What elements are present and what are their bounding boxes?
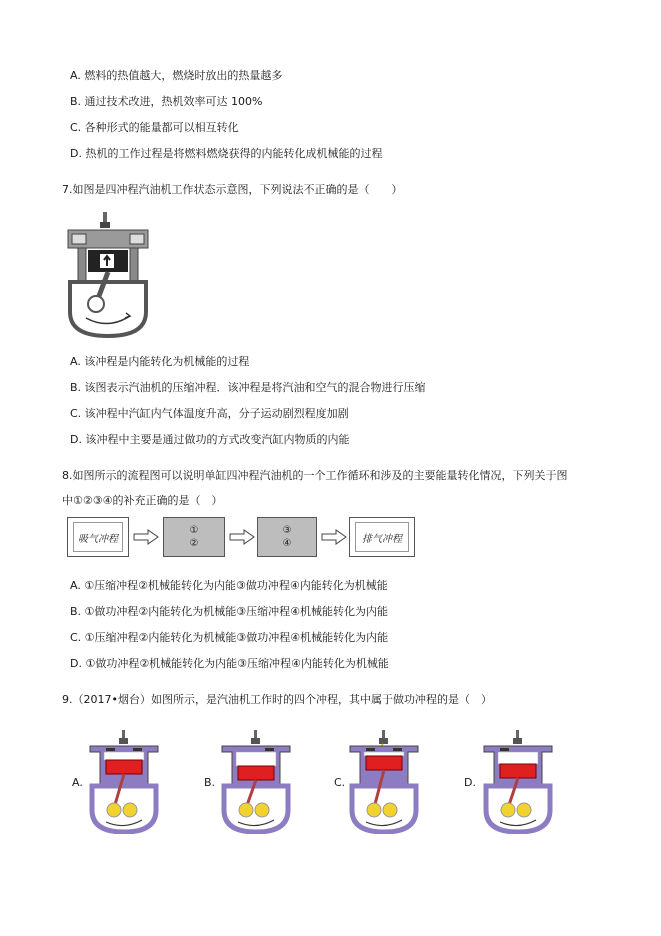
flow-label-exhaust: 排气冲程 [355,522,409,552]
flow-box-exhaust [349,517,415,557]
flow-arrow-3 [321,529,347,545]
q8-option-b: B. ①做功冲程②内能转化为机械能③压缩冲程④机械能转化为内能 [70,605,388,618]
q6-option-d: D. 热机的工作过程是将燃料燃烧获得的内能转化成机械能的过程 [70,147,383,160]
flow-box-blank-1 [163,517,225,557]
q9-engine-a [84,730,164,834]
q8-stem-line1: 8.如图所示的流程图可以说明单缸四冲程汽油机的一个工作循环和涉及的主要能量转化情况，下列关于图 [62,469,568,482]
flow-arrow-2 [229,529,255,545]
q8-option-a: A. ①压缩冲程②机械能转化为内能③做功冲程④内能转化为机械能 [70,579,388,592]
q9-engine-d [478,730,558,834]
q7-option-c: C. 该冲程中汽缸内气体温度升高，分子运动剧烈程度加剧 [70,407,349,420]
q9-label-b: B. [204,776,216,789]
q9-engine-b [216,730,296,834]
flow-box-blank-2 [257,517,317,557]
q8-stem-line2: 中①②③④的补充正确的是（ ） [62,494,223,507]
q7-engine-figure [64,212,156,338]
flow-label-intake: 吸气冲程 [73,522,123,552]
q8-option-c: C. ①压缩冲程②内能转化为机械能③做功冲程④机械能转化为内能 [70,631,389,644]
q6-option-a: A. 燃料的热值越大，燃烧时放出的热量越多 [70,69,283,82]
q7-option-b: B. 该图表示汽油机的压缩冲程．该冲程是将汽油和空气的混合物进行压缩 [70,381,426,394]
flow-arrow-1 [133,529,159,545]
q9-label-d: D. [464,776,476,789]
q7-stem: 7.如图是四冲程汽油机工作状态示意图，下列说法不正确的是（ ） [62,183,403,196]
q9-engine-c [344,730,424,834]
flow-label-2: ② [189,538,199,549]
q8-flowchart [67,517,417,559]
q7-option-a: A. 该冲程是内能转化为机械能的过程 [70,355,250,368]
q6-option-b: B. 通过技术改进，热机效率可达 100% [70,95,263,108]
flow-label-4: ④ [282,538,292,549]
q6-option-c: C. 各种形式的能量都可以相互转化 [70,121,239,134]
flow-box-intake [67,517,129,557]
q9-label-c: C. [334,776,346,789]
flow-label-1: ① [189,525,199,536]
q9-stem: 9.（2017•烟台）如图所示，是汽油机工作时的四个冲程，其中属于做功冲程的是（ ） [62,693,492,706]
q7-option-d: D. 该冲程中主要是通过做功的方式改变汽缸内物质的内能 [70,433,350,446]
flow-label-3: ③ [282,525,292,536]
q9-label-a: A. [72,776,83,789]
q8-option-d: D. ①做功冲程②机械能转化为内能③压缩冲程④内能转化为机械能 [70,657,389,670]
